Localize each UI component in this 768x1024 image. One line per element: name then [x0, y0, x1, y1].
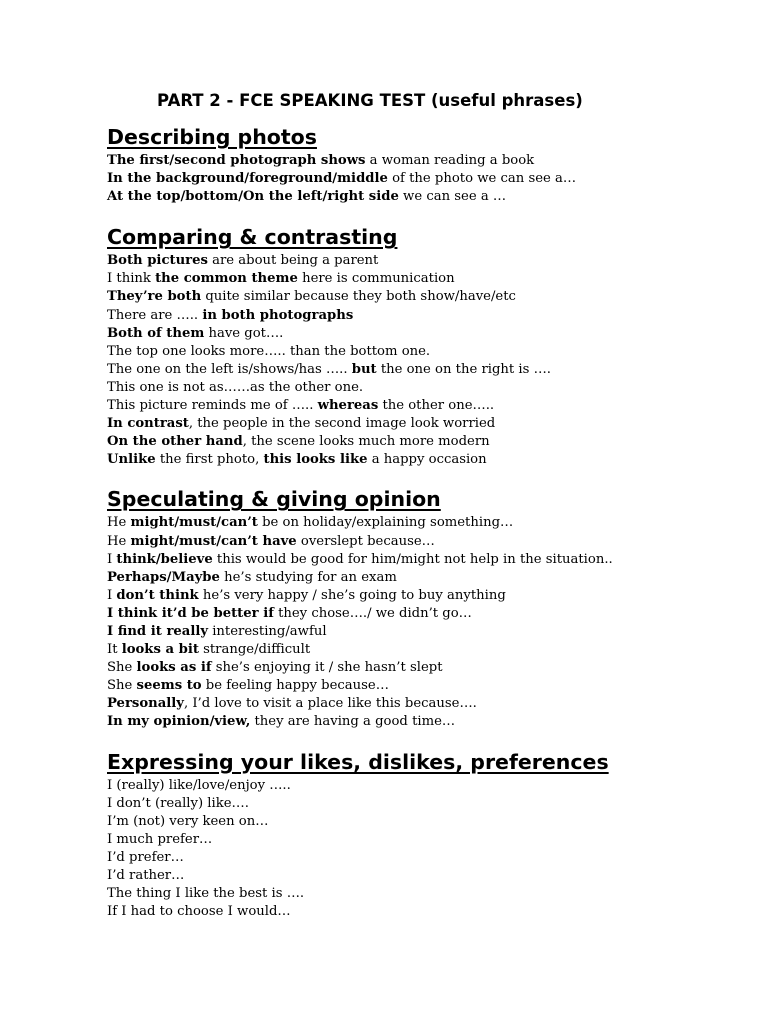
phrase-line [107, 343, 747, 361]
phrase-bold-text: I think it’d be better if [107, 605, 274, 621]
phrase-text: a woman reading a book [365, 153, 535, 168]
phrase-bold-text: In the background/foreground/middle [107, 171, 388, 187]
section-describing-photos [107, 122, 747, 206]
phrase-line [107, 813, 747, 831]
phrase-text: I’m (not) very keen on… [107, 813, 269, 829]
phrase-text: have got…. [204, 325, 284, 341]
phrase-line [107, 415, 747, 433]
phrase-text: I’d prefer… [107, 849, 184, 865]
phrase-text: we can see a … [398, 189, 507, 205]
phrase-line [107, 587, 747, 605]
phrase-line [107, 605, 747, 623]
phrase-text: this would be good for him/might not help in the situation.. [212, 551, 613, 567]
phrase-line [107, 288, 747, 306]
phrase-line [107, 885, 747, 903]
section-speculating-opinion [107, 484, 747, 731]
phrase-bold-text: whereas [317, 398, 379, 414]
phrase-line [107, 325, 747, 343]
phrase-text: strange/difficult [198, 642, 311, 658]
phrase-line [107, 270, 747, 288]
section-likes-dislikes [107, 747, 747, 922]
phrase-text: I think [107, 271, 156, 287]
phrase-line [107, 379, 747, 397]
section-heading: Describing photos [107, 125, 317, 149]
phrase-bold-text: in both photographs [202, 307, 354, 323]
phrase-bold-text: In contrast [107, 416, 189, 432]
phrase-text: I (really) like/love/enjoy ….. [107, 777, 291, 793]
phrase-bold-text: think/believe [116, 551, 213, 567]
phrase-bold-text: might/must/can’t [130, 515, 258, 531]
phrase-text: overslept because… [296, 533, 435, 549]
phrase-text: they are having a good time… [250, 714, 456, 730]
phrase-text: he’s studying for an exam [219, 569, 397, 585]
phrase-bold-text: might/must/can’t have [130, 533, 297, 549]
section-heading: Comparing & contrasting [107, 225, 398, 250]
phrase-text: He [107, 533, 131, 549]
phrase-line [107, 641, 747, 659]
phrase-bold-text: On the other hand [107, 434, 243, 450]
phrase-line [107, 831, 747, 849]
phrase-line [107, 849, 747, 867]
phrase-bold-text: looks a bit [121, 642, 199, 658]
phrase-line [107, 795, 747, 813]
phrase-text: interesting/awful [208, 623, 327, 639]
phrase-text: a happy occasion [367, 452, 487, 468]
phrase-line [107, 777, 747, 795]
phrase-line [107, 695, 747, 713]
section-comparing-contrasting [107, 222, 747, 469]
phrase-line [107, 451, 747, 469]
phrase-bold-text: In my opinion/view, [107, 714, 251, 730]
phrase-line [107, 903, 747, 921]
phrase-bold-text: looks as if [136, 660, 212, 676]
phrase-text: This picture reminds me of ….. [107, 398, 318, 414]
phrase-text: , the people in the second image look worried [188, 416, 496, 432]
phrase-line [107, 433, 747, 451]
phrase-list [107, 252, 747, 469]
phrase-text: he’s very happy / she’s going to buy anything [198, 587, 506, 603]
phrase-text: I much prefer… [107, 831, 213, 847]
phrase-line [107, 533, 747, 551]
phrase-bold-text: Perhaps/Maybe [107, 569, 220, 585]
phrase-text: the first photo, [155, 452, 264, 468]
phrase-text: here is communication [297, 271, 455, 287]
phrase-text: the other one….. [378, 398, 495, 414]
phrase-text: quite similar because they both show/have/etc [201, 289, 516, 305]
phrase-text: The top one looks more….. than the bottom one. [107, 343, 431, 359]
phrase-text: I [107, 551, 117, 567]
phrase-bold-text: At the top/bottom/On the left/right side [107, 189, 399, 205]
phrase-line [107, 659, 747, 677]
phrase-text: be on holiday/explaining something… [257, 515, 514, 531]
phrase-text: She [107, 660, 137, 676]
section-heading: Expressing your likes, dislikes, preferences [107, 749, 609, 774]
page-title: PART 2 - FCE SPEAKING TEST (useful phrases) [157, 91, 583, 110]
phrase-bold-text: this looks like [263, 452, 368, 468]
phrase-bold-text: Both of them [107, 325, 205, 341]
phrase-line [107, 188, 747, 206]
phrase-bold-text: I find it really [107, 623, 209, 639]
phrase-line [107, 152, 747, 170]
document-page [107, 88, 747, 921]
phrase-list [107, 777, 747, 922]
phrase-line [107, 307, 747, 325]
phrase-text: He [107, 515, 131, 531]
phrase-text: the one on the right is …. [376, 361, 551, 377]
phrase-text: This one is not as……as the other one. [107, 379, 364, 395]
phrase-bold-text: Both pictures [107, 253, 208, 269]
phrase-line [107, 867, 747, 885]
phrase-line [107, 361, 747, 379]
phrase-text: she’s enjoying it / she hasn’t slept [211, 660, 443, 676]
phrase-text: The one on the left is/shows/has ….. [107, 361, 352, 377]
phrase-bold-text: The first/second photograph shows [107, 153, 366, 168]
phrase-line [107, 551, 747, 569]
phrase-bold-text: the common theme [155, 271, 298, 287]
phrase-text: are about being a parent [207, 253, 379, 269]
phrase-text: , I’d love to visit a place like this because…. [183, 696, 477, 712]
phrase-list [107, 152, 747, 206]
phrase-text: be feeling happy because… [201, 678, 389, 694]
phrase-line [107, 569, 747, 587]
phrase-list [107, 514, 747, 731]
phrase-text: There are ….. [107, 307, 203, 323]
phrase-bold-text: They’re both [107, 289, 202, 305]
phrase-line [107, 170, 747, 188]
phrase-text: If I had to choose I would… [107, 904, 291, 920]
phrase-bold-text: but [351, 361, 377, 377]
phrase-text: The thing I like the best is …. [107, 886, 305, 902]
phrase-line [107, 677, 747, 695]
phrase-text: I’d rather… [107, 868, 185, 883]
phrase-text: I [107, 587, 117, 603]
phrase-line [107, 252, 747, 270]
phrase-bold-text: Personally [107, 696, 184, 712]
phrase-line [107, 397, 747, 415]
phrase-text: It [107, 642, 122, 658]
section-heading: Speculating & giving opinion [107, 487, 441, 512]
phrase-text: of the photo we can see a… [387, 171, 577, 187]
phrase-line [107, 713, 747, 731]
phrase-text: I don’t (really) like…. [107, 795, 249, 811]
phrase-line [107, 623, 747, 641]
phrase-bold-text: don’t think [116, 587, 199, 603]
phrase-text: She [107, 678, 137, 694]
phrase-text: they chose…./ we didn’t go… [273, 605, 472, 621]
phrase-line [107, 514, 747, 532]
phrase-bold-text: seems to [136, 678, 202, 694]
phrase-bold-text: Unlike [107, 452, 156, 468]
phrase-text: , the scene looks much more modern [242, 434, 490, 450]
